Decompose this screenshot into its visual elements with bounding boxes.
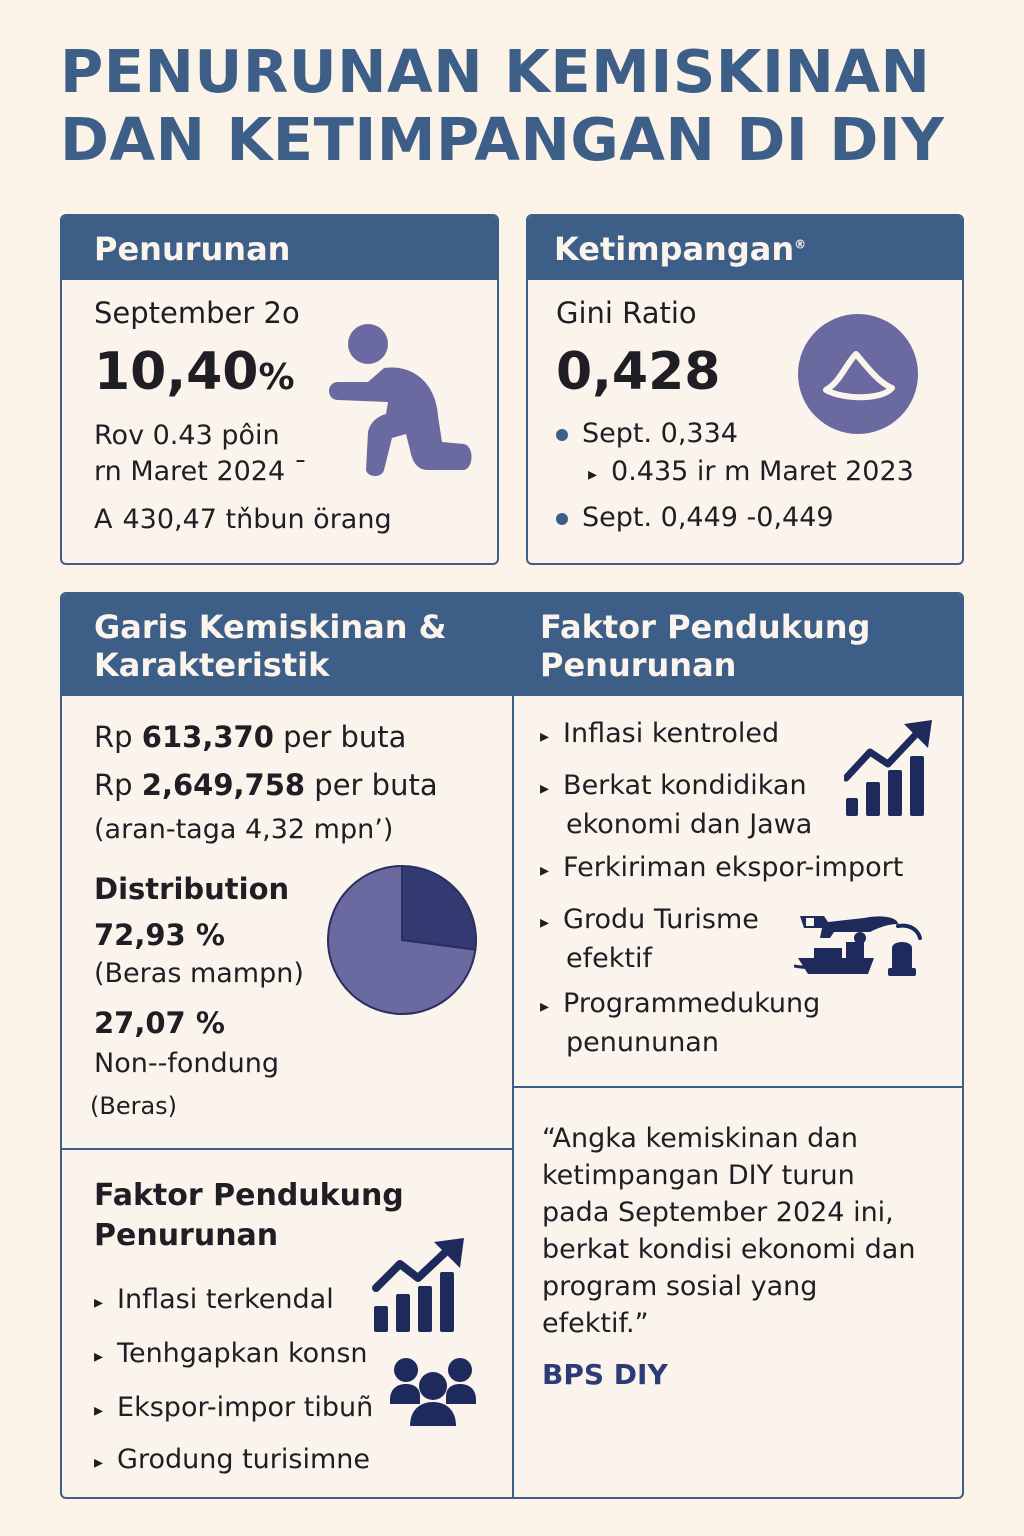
gini-label: Gini Ratio	[556, 296, 697, 330]
penurunan-rate-unit: %	[258, 357, 295, 398]
faktor-left-item-1-text: Inflasi terkendal	[117, 1284, 334, 1315]
faktor-left-item-3-text: Ekspor-impor tibuñ	[117, 1392, 374, 1423]
dist-1-value: 72,93 %	[94, 918, 225, 952]
faktor-left-item-4-text: Grodung turisimne	[117, 1444, 370, 1475]
ship-plane-icon	[794, 910, 934, 982]
bullet-dot	[556, 429, 568, 441]
bullet-arrow-icon: ▸	[540, 726, 550, 747]
garis-header-line-1: Garis Kemiskinan &	[94, 608, 447, 646]
quote-line-5: program sosial yang	[542, 1271, 818, 1302]
bullet-arrow-icon: ▸	[540, 996, 550, 1017]
lower-card	[60, 592, 964, 1499]
faktor-left-item-3	[94, 1392, 373, 1423]
right-horizontal-divider	[514, 1086, 964, 1088]
gini-item-1	[556, 418, 738, 449]
vertical-divider	[512, 594, 514, 1497]
faktor-right-item-5	[540, 986, 820, 1061]
dist-2-label-1: Non--fondung	[94, 1048, 279, 1079]
pie-slice-2	[402, 866, 476, 950]
faktor-left-header-line-1: Faktor Pendukung	[94, 1178, 404, 1213]
gini-item-3	[556, 502, 834, 533]
growth-chart-icon	[844, 718, 934, 818]
faktor-right-item-4-text-cont: efektif	[566, 943, 652, 974]
faktor-right-item-2-text: Berkat kondidikan	[563, 770, 807, 801]
page-title-line-1: PENURUNAN KEMISKINAN	[60, 37, 931, 106]
faktor-right-header	[540, 608, 870, 684]
garis-line-2	[94, 768, 438, 802]
gini-item-2-text: 0.435 ir m Maret 2023	[611, 456, 914, 487]
penurunan-count-value: 430,47 tňbun örang	[122, 504, 392, 535]
faktor-left-item-1	[94, 1284, 334, 1315]
faktor-right-item-4	[540, 902, 759, 977]
page-title-line-2: DAN KETIMPANGAN DI DIY	[60, 105, 945, 174]
garis-line-1	[94, 720, 406, 754]
garis-header	[94, 608, 447, 684]
quote-line-6: efektif.”	[542, 1308, 649, 1339]
ketimpangan-header	[528, 216, 962, 280]
distribution-pie-chart	[324, 862, 480, 1018]
faktor-right-item-2-text-cont: ekonomi dan Jawa	[566, 809, 813, 840]
quote-line-2: ketimpangan DIY turun	[542, 1160, 855, 1191]
faktor-right-item-5-text: Programmedukung	[563, 988, 821, 1019]
ketimpangan-card	[526, 214, 964, 565]
quote-source: BPS DIY	[542, 1358, 668, 1391]
gini-item-3-text: Sept. 0,449 -0,449	[582, 502, 834, 533]
gini-item-1-text: Sept. 0,334	[582, 418, 738, 449]
ketimpangan-header-label: Ketimpangan	[554, 230, 795, 268]
garis-line-1-value: 613,370	[141, 720, 274, 754]
growth-chart-icon	[372, 1238, 468, 1334]
bullet-arrow-icon: ▸	[94, 1452, 104, 1473]
penurunan-card	[60, 214, 499, 565]
faktor-right-item-1-text: Inflasi kentroled	[563, 718, 780, 749]
bullet-dot	[556, 513, 568, 525]
bullet-arrow-icon: ▸	[540, 860, 550, 881]
faktor-left-header	[94, 1176, 404, 1256]
bullet-arrow-icon: ▸	[540, 778, 550, 799]
bullet-arrow-icon: ▸	[94, 1346, 104, 1367]
penurunan-count	[94, 504, 392, 535]
person-kneeling-icon	[324, 320, 474, 480]
dist-2-value: 27,07 %	[94, 1006, 225, 1040]
gini-value: 0,428	[556, 342, 721, 402]
faktor-left-header-line-2: Penurunan	[94, 1218, 279, 1253]
garis-line-1-prefix: Rp	[94, 720, 133, 754]
bullet-arrow-icon: ▸	[588, 464, 598, 485]
faktor-right-header-line-2: Penurunan	[540, 646, 737, 684]
quote-line-1: “Angka kemiskinan dan	[542, 1123, 858, 1154]
faktor-right-item-2	[540, 768, 812, 843]
quote-block	[542, 1120, 915, 1342]
faktor-right-item-1	[540, 718, 779, 749]
garis-line-2-suffix: per buta	[314, 768, 438, 802]
quote-line-4: berkat kondisi ekonomi dan	[542, 1234, 916, 1265]
faktor-right-item-4-text: Grodu Turisme	[563, 904, 759, 935]
penurunan-header	[62, 216, 497, 280]
faktor-left-item-2-text: Tenhgapkan konsn	[117, 1338, 368, 1369]
page-title	[60, 38, 980, 174]
penurunan-rate-value: 10,40	[94, 342, 259, 402]
penurunan-change-line-2	[94, 456, 307, 487]
ketimpangan-header-mark: ®	[794, 237, 807, 252]
penurunan-period: September 2o	[94, 296, 300, 330]
faktor-right-item-3	[540, 852, 903, 883]
faktor-right-header-line-1: Faktor Pendukung	[540, 608, 871, 646]
quote-line-3: pada September 2024 ini,	[542, 1197, 894, 1228]
penurunan-change-mark: ¯	[293, 456, 308, 487]
gini-curve-icon	[796, 312, 920, 436]
garis-line-2-value: 2,649,758	[141, 768, 306, 802]
dist-2-label-2: (Beras)	[90, 1092, 178, 1120]
garis-header-line-2: Karakteristik	[94, 646, 330, 684]
garis-line-1-suffix: per buta	[283, 720, 407, 754]
garis-line-2-prefix: Rp	[94, 768, 133, 802]
bullet-arrow-icon: ▸	[94, 1292, 104, 1313]
faktor-right-item-5-text-cont: penununan	[566, 1027, 719, 1058]
bullet-arrow-icon: ▸	[94, 1400, 104, 1421]
penurunan-change-text: rn Maret 2024	[94, 456, 286, 487]
penurunan-change-line-1: Rov 0.43 pôin	[94, 420, 280, 451]
gini-item-2	[588, 456, 914, 487]
bullet-arrow-icon: ▸	[540, 912, 550, 933]
faktor-right-item-3-text: Ferkiriman ekspor-import	[563, 852, 904, 883]
faktor-left-item-4	[94, 1444, 370, 1475]
penurunan-header-label: Penurunan	[94, 230, 291, 268]
penurunan-rate	[94, 342, 295, 402]
left-horizontal-divider	[62, 1148, 512, 1150]
dist-1-label: (Beras mampn)	[94, 958, 304, 989]
garis-line-3: (aran-taga 4,32 mpn’)	[94, 814, 394, 845]
faktor-left-item-2	[94, 1338, 368, 1369]
distribution-label: Distribution	[94, 872, 290, 906]
penurunan-count-prefix: A	[94, 504, 113, 535]
people-group-icon	[390, 1354, 476, 1428]
